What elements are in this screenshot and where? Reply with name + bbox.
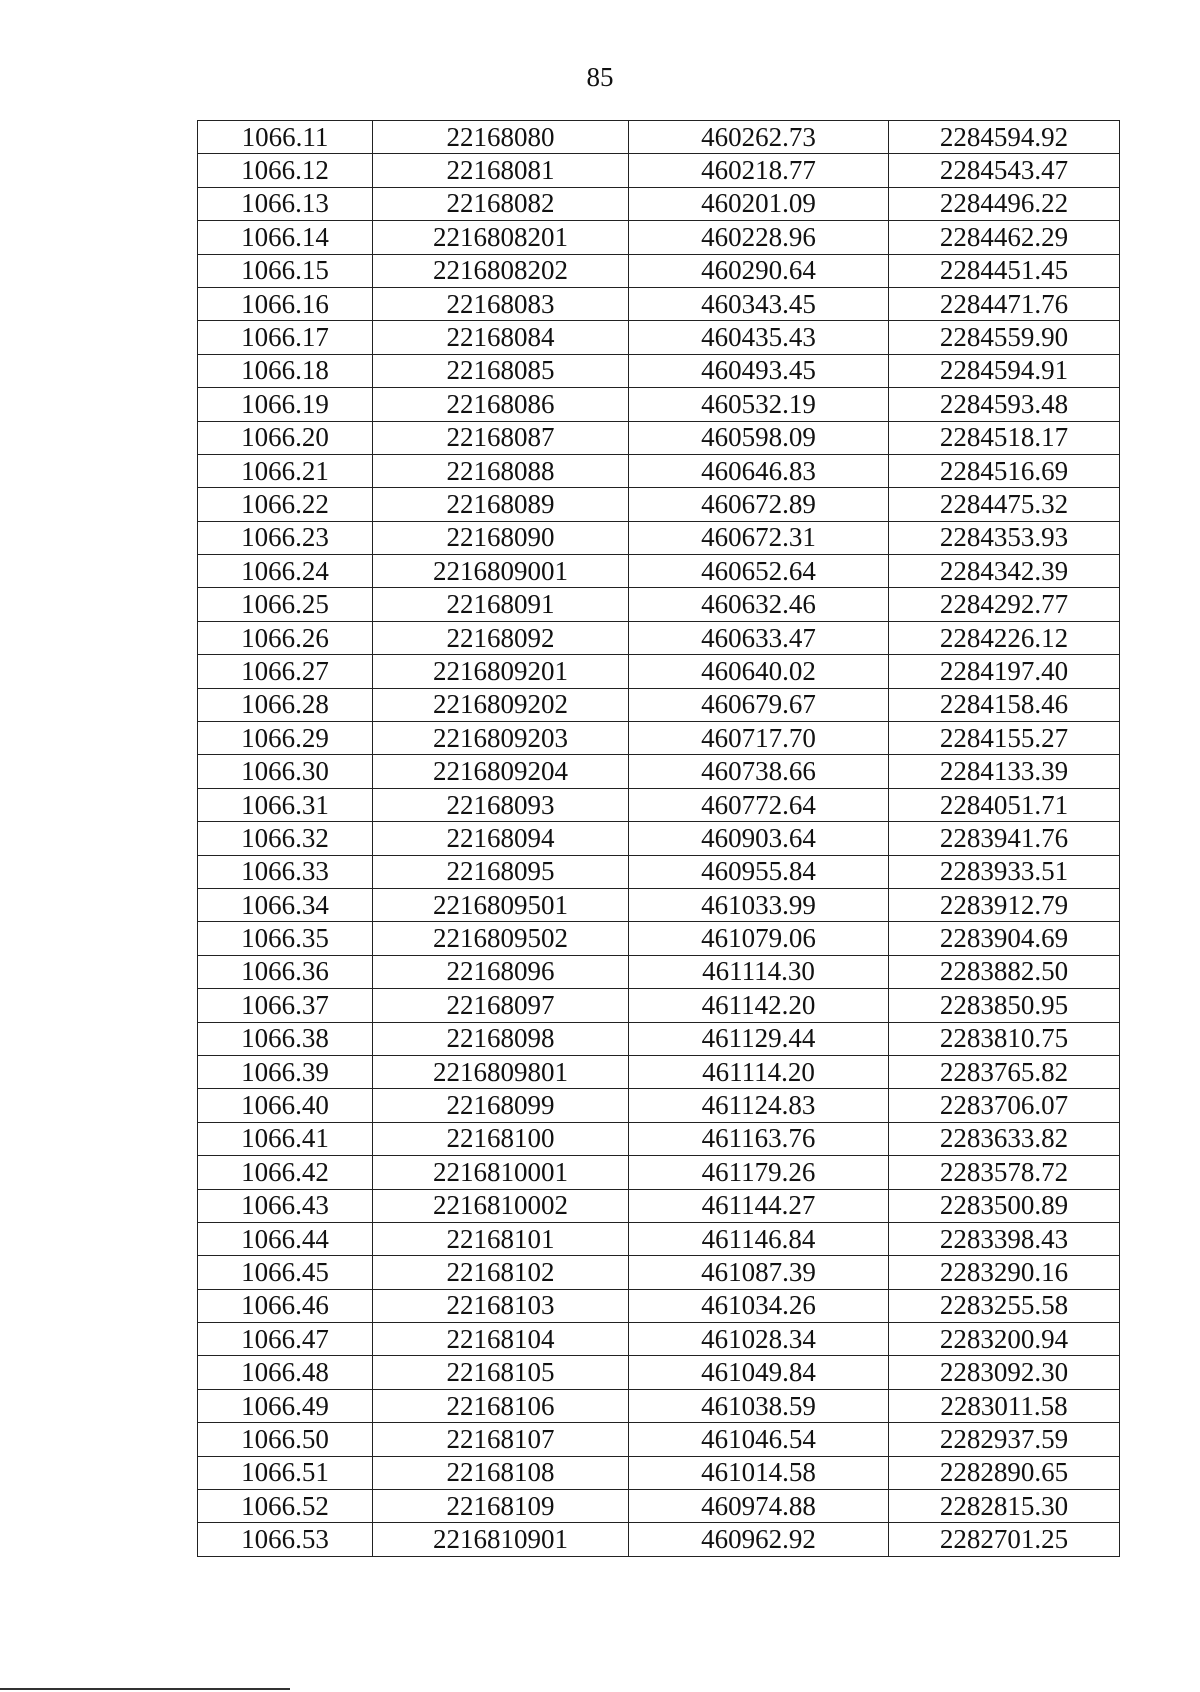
table-row bbox=[198, 254, 1120, 287]
table-row bbox=[198, 822, 1120, 855]
point-id-cell: 22168090 bbox=[373, 521, 629, 554]
table-row bbox=[198, 454, 1120, 487]
point-number-cell: 1066.26 bbox=[198, 621, 373, 654]
table-row bbox=[198, 187, 1120, 220]
x-coordinate-cell: 461079.06 bbox=[629, 922, 889, 955]
y-coordinate-cell: 2283633.82 bbox=[889, 1122, 1120, 1155]
x-coordinate-cell: 461033.99 bbox=[629, 888, 889, 921]
point-number-cell: 1066.14 bbox=[198, 221, 373, 254]
point-number-cell: 1066.28 bbox=[198, 688, 373, 721]
point-id-cell: 2216810901 bbox=[373, 1523, 629, 1556]
table-row bbox=[198, 722, 1120, 755]
point-id-cell: 2216809801 bbox=[373, 1055, 629, 1088]
point-id-cell: 22168089 bbox=[373, 488, 629, 521]
y-coordinate-cell: 2283904.69 bbox=[889, 922, 1120, 955]
table-row bbox=[198, 1189, 1120, 1222]
table-row bbox=[198, 1156, 1120, 1189]
table-row bbox=[198, 755, 1120, 788]
y-coordinate-cell: 2283398.43 bbox=[889, 1222, 1120, 1255]
point-id-cell: 22168103 bbox=[373, 1289, 629, 1322]
y-coordinate-cell: 2284543.47 bbox=[889, 154, 1120, 187]
table-row bbox=[198, 1523, 1120, 1556]
x-coordinate-cell: 461163.76 bbox=[629, 1122, 889, 1155]
x-coordinate-cell: 460955.84 bbox=[629, 855, 889, 888]
x-coordinate-cell: 460717.70 bbox=[629, 722, 889, 755]
point-number-cell: 1066.32 bbox=[198, 822, 373, 855]
y-coordinate-cell: 2283200.94 bbox=[889, 1323, 1120, 1356]
table-row bbox=[198, 521, 1120, 554]
point-number-cell: 1066.27 bbox=[198, 655, 373, 688]
y-coordinate-cell: 2284158.46 bbox=[889, 688, 1120, 721]
table-row bbox=[198, 555, 1120, 588]
table-row bbox=[198, 1222, 1120, 1255]
point-number-cell: 1066.41 bbox=[198, 1122, 373, 1155]
point-id-cell: 22168095 bbox=[373, 855, 629, 888]
table-row bbox=[198, 1256, 1120, 1289]
y-coordinate-cell: 2284451.45 bbox=[889, 254, 1120, 287]
point-number-cell: 1066.13 bbox=[198, 187, 373, 220]
y-coordinate-cell: 2284518.17 bbox=[889, 421, 1120, 454]
point-id-cell: 22168085 bbox=[373, 354, 629, 387]
x-coordinate-cell: 460435.43 bbox=[629, 321, 889, 354]
x-coordinate-cell: 460772.64 bbox=[629, 788, 889, 821]
coordinates-table bbox=[197, 120, 1120, 1557]
y-coordinate-cell: 2283912.79 bbox=[889, 888, 1120, 921]
point-id-cell: 22168096 bbox=[373, 955, 629, 988]
y-coordinate-cell: 2284516.69 bbox=[889, 454, 1120, 487]
table-row bbox=[198, 421, 1120, 454]
point-number-cell: 1066.24 bbox=[198, 555, 373, 588]
x-coordinate-cell: 461087.39 bbox=[629, 1256, 889, 1289]
y-coordinate-cell: 2284471.76 bbox=[889, 287, 1120, 320]
x-coordinate-cell: 460290.64 bbox=[629, 254, 889, 287]
point-number-cell: 1066.16 bbox=[198, 287, 373, 320]
x-coordinate-cell: 460672.31 bbox=[629, 521, 889, 554]
table-row bbox=[198, 688, 1120, 721]
x-coordinate-cell: 460343.45 bbox=[629, 287, 889, 320]
point-number-cell: 1066.45 bbox=[198, 1256, 373, 1289]
point-number-cell: 1066.22 bbox=[198, 488, 373, 521]
point-id-cell: 22168105 bbox=[373, 1356, 629, 1389]
point-number-cell: 1066.15 bbox=[198, 254, 373, 287]
x-coordinate-cell: 460646.83 bbox=[629, 454, 889, 487]
y-coordinate-cell: 2284226.12 bbox=[889, 621, 1120, 654]
point-id-cell: 22168099 bbox=[373, 1089, 629, 1122]
point-number-cell: 1066.35 bbox=[198, 922, 373, 955]
y-coordinate-cell: 2283882.50 bbox=[889, 955, 1120, 988]
y-coordinate-cell: 2283765.82 bbox=[889, 1055, 1120, 1088]
x-coordinate-cell: 460962.92 bbox=[629, 1523, 889, 1556]
point-id-cell: 22168106 bbox=[373, 1389, 629, 1422]
y-coordinate-cell: 2283933.51 bbox=[889, 855, 1120, 888]
table-row bbox=[198, 1089, 1120, 1122]
point-number-cell: 1066.25 bbox=[198, 588, 373, 621]
point-id-cell: 22168084 bbox=[373, 321, 629, 354]
point-number-cell: 1066.49 bbox=[198, 1389, 373, 1422]
x-coordinate-cell: 460262.73 bbox=[629, 121, 889, 154]
x-coordinate-cell: 460672.89 bbox=[629, 488, 889, 521]
table-row bbox=[198, 922, 1120, 955]
table-row bbox=[198, 989, 1120, 1022]
point-number-cell: 1066.17 bbox=[198, 321, 373, 354]
y-coordinate-cell: 2284475.32 bbox=[889, 488, 1120, 521]
y-coordinate-cell: 2284594.91 bbox=[889, 354, 1120, 387]
x-coordinate-cell: 461049.84 bbox=[629, 1356, 889, 1389]
point-id-cell: 22168087 bbox=[373, 421, 629, 454]
point-number-cell: 1066.52 bbox=[198, 1490, 373, 1523]
point-number-cell: 1066.34 bbox=[198, 888, 373, 921]
point-id-cell: 22168088 bbox=[373, 454, 629, 487]
y-coordinate-cell: 2282815.30 bbox=[889, 1490, 1120, 1523]
point-number-cell: 1066.48 bbox=[198, 1356, 373, 1389]
table-row bbox=[198, 1490, 1120, 1523]
point-number-cell: 1066.46 bbox=[198, 1289, 373, 1322]
y-coordinate-cell: 2283290.16 bbox=[889, 1256, 1120, 1289]
y-coordinate-cell: 2283011.58 bbox=[889, 1389, 1120, 1422]
point-number-cell: 1066.50 bbox=[198, 1423, 373, 1456]
table-row bbox=[198, 788, 1120, 821]
point-id-cell: 2216809202 bbox=[373, 688, 629, 721]
point-number-cell: 1066.51 bbox=[198, 1456, 373, 1489]
x-coordinate-cell: 460640.02 bbox=[629, 655, 889, 688]
point-number-cell: 1066.30 bbox=[198, 755, 373, 788]
x-coordinate-cell: 461114.20 bbox=[629, 1055, 889, 1088]
point-id-cell: 2216810002 bbox=[373, 1189, 629, 1222]
point-id-cell: 22168098 bbox=[373, 1022, 629, 1055]
footnote-divider bbox=[0, 1688, 290, 1690]
y-coordinate-cell: 2283941.76 bbox=[889, 822, 1120, 855]
x-coordinate-cell: 460532.19 bbox=[629, 388, 889, 421]
table-row bbox=[198, 621, 1120, 654]
table-row bbox=[198, 287, 1120, 320]
point-number-cell: 1066.40 bbox=[198, 1089, 373, 1122]
x-coordinate-cell: 460228.96 bbox=[629, 221, 889, 254]
point-number-cell: 1066.36 bbox=[198, 955, 373, 988]
point-number-cell: 1066.20 bbox=[198, 421, 373, 454]
point-id-cell: 22168104 bbox=[373, 1323, 629, 1356]
x-coordinate-cell: 461028.34 bbox=[629, 1323, 889, 1356]
point-id-cell: 22168108 bbox=[373, 1456, 629, 1489]
point-id-cell: 2216809204 bbox=[373, 755, 629, 788]
x-coordinate-cell: 460974.88 bbox=[629, 1490, 889, 1523]
y-coordinate-cell: 2283810.75 bbox=[889, 1022, 1120, 1055]
point-id-cell: 2216808201 bbox=[373, 221, 629, 254]
point-id-cell: 22168081 bbox=[373, 154, 629, 187]
table-row bbox=[198, 955, 1120, 988]
table-row bbox=[198, 1323, 1120, 1356]
page-number: 85 bbox=[586, 62, 614, 92]
point-number-cell: 1066.44 bbox=[198, 1222, 373, 1255]
point-id-cell: 22168102 bbox=[373, 1256, 629, 1289]
x-coordinate-cell: 460218.77 bbox=[629, 154, 889, 187]
x-coordinate-cell: 460679.67 bbox=[629, 688, 889, 721]
x-coordinate-cell: 461179.26 bbox=[629, 1156, 889, 1189]
point-id-cell: 22168083 bbox=[373, 287, 629, 320]
point-id-cell: 2216810001 bbox=[373, 1156, 629, 1189]
x-coordinate-cell: 460738.66 bbox=[629, 755, 889, 788]
y-coordinate-cell: 2283092.30 bbox=[889, 1356, 1120, 1389]
x-coordinate-cell: 460903.64 bbox=[629, 822, 889, 855]
y-coordinate-cell: 2283578.72 bbox=[889, 1156, 1120, 1189]
point-number-cell: 1066.37 bbox=[198, 989, 373, 1022]
coordinates-table-body bbox=[198, 121, 1120, 1557]
point-id-cell: 22168101 bbox=[373, 1222, 629, 1255]
point-id-cell: 2216809201 bbox=[373, 655, 629, 688]
x-coordinate-cell: 460633.47 bbox=[629, 621, 889, 654]
x-coordinate-cell: 461034.26 bbox=[629, 1289, 889, 1322]
table-row bbox=[198, 1456, 1120, 1489]
table-row bbox=[198, 221, 1120, 254]
point-id-cell: 2216809501 bbox=[373, 888, 629, 921]
table-row bbox=[198, 321, 1120, 354]
point-number-cell: 1066.19 bbox=[198, 388, 373, 421]
point-number-cell: 1066.18 bbox=[198, 354, 373, 387]
point-id-cell: 22168092 bbox=[373, 621, 629, 654]
table-row bbox=[198, 154, 1120, 187]
x-coordinate-cell: 461146.84 bbox=[629, 1222, 889, 1255]
y-coordinate-cell: 2284559.90 bbox=[889, 321, 1120, 354]
point-number-cell: 1066.31 bbox=[198, 788, 373, 821]
point-id-cell: 2216809502 bbox=[373, 922, 629, 955]
y-coordinate-cell: 2284292.77 bbox=[889, 588, 1120, 621]
point-number-cell: 1066.47 bbox=[198, 1323, 373, 1356]
point-number-cell: 1066.23 bbox=[198, 521, 373, 554]
point-number-cell: 1066.21 bbox=[198, 454, 373, 487]
point-id-cell: 2216809001 bbox=[373, 555, 629, 588]
table-row bbox=[198, 1022, 1120, 1055]
x-coordinate-cell: 461046.54 bbox=[629, 1423, 889, 1456]
y-coordinate-cell: 2284593.48 bbox=[889, 388, 1120, 421]
point-number-cell: 1066.38 bbox=[198, 1022, 373, 1055]
y-coordinate-cell: 2284155.27 bbox=[889, 722, 1120, 755]
table-row bbox=[198, 655, 1120, 688]
table-row bbox=[198, 121, 1120, 154]
point-id-cell: 2216808202 bbox=[373, 254, 629, 287]
x-coordinate-cell: 461144.27 bbox=[629, 1189, 889, 1222]
point-id-cell: 2216809203 bbox=[373, 722, 629, 755]
table-row bbox=[198, 588, 1120, 621]
y-coordinate-cell: 2282890.65 bbox=[889, 1456, 1120, 1489]
y-coordinate-cell: 2284462.29 bbox=[889, 221, 1120, 254]
point-number-cell: 1066.39 bbox=[198, 1055, 373, 1088]
x-coordinate-cell: 460598.09 bbox=[629, 421, 889, 454]
point-number-cell: 1066.29 bbox=[198, 722, 373, 755]
point-number-cell: 1066.43 bbox=[198, 1189, 373, 1222]
table-row bbox=[198, 388, 1120, 421]
table-row bbox=[198, 1289, 1120, 1322]
point-id-cell: 22168086 bbox=[373, 388, 629, 421]
y-coordinate-cell: 2282701.25 bbox=[889, 1523, 1120, 1556]
point-number-cell: 1066.42 bbox=[198, 1156, 373, 1189]
table-row bbox=[198, 1122, 1120, 1155]
point-id-cell: 22168091 bbox=[373, 588, 629, 621]
point-number-cell: 1066.53 bbox=[198, 1523, 373, 1556]
x-coordinate-cell: 461142.20 bbox=[629, 989, 889, 1022]
table-row bbox=[198, 354, 1120, 387]
y-coordinate-cell: 2283706.07 bbox=[889, 1089, 1120, 1122]
x-coordinate-cell: 461129.44 bbox=[629, 1022, 889, 1055]
point-number-cell: 1066.33 bbox=[198, 855, 373, 888]
point-id-cell: 22168093 bbox=[373, 788, 629, 821]
point-number-cell: 1066.12 bbox=[198, 154, 373, 187]
point-id-cell: 22168100 bbox=[373, 1122, 629, 1155]
point-id-cell: 22168080 bbox=[373, 121, 629, 154]
table-row bbox=[198, 855, 1120, 888]
y-coordinate-cell: 2284353.93 bbox=[889, 521, 1120, 554]
table-row bbox=[198, 1356, 1120, 1389]
point-id-cell: 22168082 bbox=[373, 187, 629, 220]
y-coordinate-cell: 2284594.92 bbox=[889, 121, 1120, 154]
x-coordinate-cell: 460652.64 bbox=[629, 555, 889, 588]
y-coordinate-cell: 2284496.22 bbox=[889, 187, 1120, 220]
y-coordinate-cell: 2283500.89 bbox=[889, 1189, 1120, 1222]
x-coordinate-cell: 461114.30 bbox=[629, 955, 889, 988]
x-coordinate-cell: 460201.09 bbox=[629, 187, 889, 220]
table-row bbox=[198, 488, 1120, 521]
y-coordinate-cell: 2282937.59 bbox=[889, 1423, 1120, 1456]
x-coordinate-cell: 461014.58 bbox=[629, 1456, 889, 1489]
y-coordinate-cell: 2283850.95 bbox=[889, 989, 1120, 1022]
table-row bbox=[198, 1055, 1120, 1088]
y-coordinate-cell: 2284197.40 bbox=[889, 655, 1120, 688]
y-coordinate-cell: 2284342.39 bbox=[889, 555, 1120, 588]
point-id-cell: 22168107 bbox=[373, 1423, 629, 1456]
point-id-cell: 22168097 bbox=[373, 989, 629, 1022]
x-coordinate-cell: 461124.83 bbox=[629, 1089, 889, 1122]
table-row bbox=[198, 888, 1120, 921]
y-coordinate-cell: 2283255.58 bbox=[889, 1289, 1120, 1322]
table-row bbox=[198, 1423, 1120, 1456]
y-coordinate-cell: 2284133.39 bbox=[889, 755, 1120, 788]
x-coordinate-cell: 461038.59 bbox=[629, 1389, 889, 1422]
point-id-cell: 22168094 bbox=[373, 822, 629, 855]
point-number-cell: 1066.11 bbox=[198, 121, 373, 154]
y-coordinate-cell: 2284051.71 bbox=[889, 788, 1120, 821]
table-row bbox=[198, 1389, 1120, 1422]
x-coordinate-cell: 460632.46 bbox=[629, 588, 889, 621]
x-coordinate-cell: 460493.45 bbox=[629, 354, 889, 387]
point-id-cell: 22168109 bbox=[373, 1490, 629, 1523]
